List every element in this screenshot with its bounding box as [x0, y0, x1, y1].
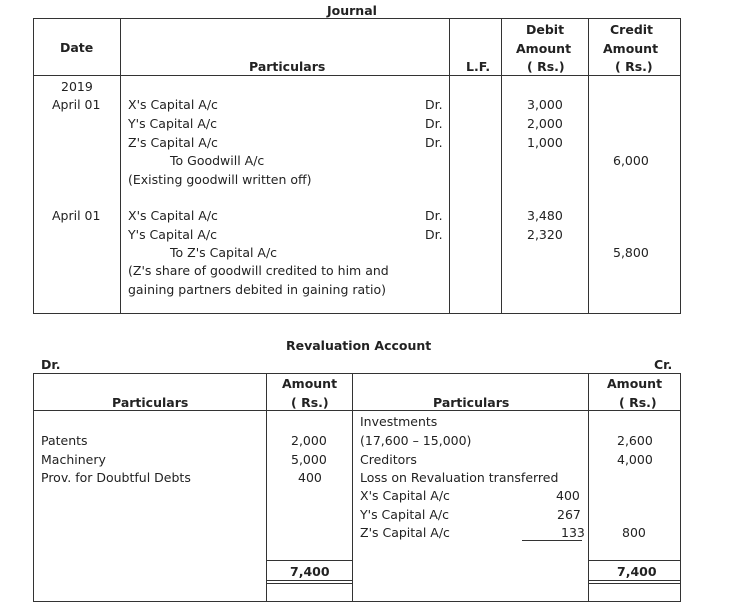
journal-col-debit-divider [588, 18, 589, 314]
journal-entry2-credit: 5,800 [613, 245, 649, 260]
revaluation-right-total-line [588, 583, 681, 584]
revaluation-left-amount-rs: ( Rs.) [291, 395, 329, 410]
revaluation-right-loss-item-amount: 267 [557, 507, 581, 522]
revaluation-left-item-amount: 5,000 [291, 452, 327, 467]
revaluation-left-total-line [266, 583, 353, 584]
journal-entry1-to-line: To Goodwill A/c [170, 153, 265, 168]
revaluation-dr-label: Dr. [41, 357, 61, 372]
journal-entry2-line: Y's Capital A/c [128, 227, 217, 242]
journal-header-date: Date [60, 40, 94, 55]
revaluation-right-border [680, 373, 681, 602]
journal-col-particulars-divider [449, 18, 450, 314]
revaluation-right-amount-rs: ( Rs.) [619, 395, 657, 410]
journal-header-debit-amount: Amount [516, 41, 572, 56]
revaluation-right-loss-item-amount: 133 [561, 525, 585, 540]
revaluation-right-particulars-header: Particulars [433, 395, 510, 410]
revaluation-right-loss-total: 800 [622, 525, 646, 540]
revaluation-right-total-line [588, 580, 681, 581]
revaluation-left-particulars-header: Particulars [112, 395, 189, 410]
revaluation-col-divider [266, 373, 267, 602]
journal-entry1-date: April 01 [52, 97, 101, 112]
revaluation-left-total-line [266, 580, 353, 581]
revaluation-left-amount-header: Amount [282, 376, 338, 391]
revaluation-cr-label: Cr. [654, 357, 673, 372]
journal-top-border [33, 18, 681, 19]
journal-entry1-dr: Dr. [425, 116, 443, 131]
journal-entry2-debit: 3,480 [527, 208, 563, 223]
journal-entry1-line: Z's Capital A/c [128, 135, 218, 150]
journal-bottom-border [33, 313, 681, 314]
journal-right-border [680, 18, 681, 314]
revaluation-left-border [33, 373, 34, 602]
revaluation-right-loss-item-label: Y's Capital A/c [360, 507, 449, 522]
revaluation-col-divider [352, 373, 353, 602]
revaluation-right-total-line [588, 560, 681, 561]
journal-entry1-dr: Dr. [425, 135, 443, 150]
journal-header-debit: Debit [526, 22, 565, 37]
journal-header-debit-rs: ( Rs.) [527, 59, 565, 74]
journal-header-credit-amount: Amount [603, 41, 659, 56]
revaluation-right-creditors: Creditors [360, 452, 417, 467]
journal-entry2-dr: Dr. [425, 227, 443, 242]
journal-entry1-dr: Dr. [425, 97, 443, 112]
revaluation-top-border [33, 373, 681, 374]
journal-header-particulars: Particulars [249, 59, 326, 74]
revaluation-bottom-border [33, 601, 681, 602]
journal-header-credit: Credit [610, 22, 654, 37]
revaluation-left-item-amount: 400 [298, 470, 322, 485]
journal-col-lf-divider [501, 18, 502, 314]
journal-col-date-divider [120, 18, 121, 314]
revaluation-loss-underline [522, 540, 582, 541]
journal-year: 2019 [61, 79, 93, 94]
journal-entry2-debit: 2,320 [527, 227, 563, 242]
revaluation-right-total: 7,400 [617, 564, 657, 579]
journal-left-border [33, 18, 34, 314]
revaluation-right-investments-calc: (17,600 – 15,000) [360, 433, 472, 448]
journal-title: Journal [327, 3, 377, 18]
journal-entry2-narration: gaining partners debited in gaining ratio) [128, 282, 387, 297]
revaluation-col-divider [588, 373, 589, 602]
revaluation-title: Revaluation Account [286, 338, 432, 353]
journal-entry2-dr: Dr. [425, 208, 443, 223]
revaluation-left-item-label: Patents [41, 433, 88, 448]
revaluation-right-loss-item-label: Z's Capital A/c [360, 525, 450, 540]
journal-entry1-line: X's Capital A/c [128, 97, 218, 112]
revaluation-right-investments-amount: 2,600 [617, 433, 653, 448]
revaluation-right-loss-item-amount: 400 [556, 488, 580, 503]
journal-entry1-credit: 6,000 [613, 153, 649, 168]
revaluation-left-item-label: Machinery [41, 452, 106, 467]
journal-entry1-narration: (Existing goodwill written off) [128, 172, 312, 187]
revaluation-right-loss-item-label: X's Capital A/c [360, 488, 450, 503]
journal-header-credit-rs: ( Rs.) [615, 59, 653, 74]
revaluation-left-item-label: Prov. for Doubtful Debts [41, 470, 191, 485]
journal-header-bottom-border [33, 75, 681, 76]
journal-entry2-line: X's Capital A/c [128, 208, 218, 223]
journal-entry2-date: April 01 [52, 208, 101, 223]
journal-entry2-to-line: To Z's Capital A/c [170, 245, 278, 260]
revaluation-right-loss-label: Loss on Revaluation transferred [360, 470, 559, 485]
revaluation-right-creditors-amount: 4,000 [617, 452, 653, 467]
journal-entry1-debit: 1,000 [527, 135, 563, 150]
revaluation-right-amount-header: Amount [607, 376, 663, 391]
journal-entry2-narration: (Z's share of goodwill credited to him and [128, 263, 389, 278]
revaluation-left-total: 7,400 [290, 564, 330, 579]
journal-entry1-debit: 2,000 [527, 116, 563, 131]
revaluation-header-bottom-border [33, 410, 681, 411]
revaluation-left-total-line [266, 560, 353, 561]
journal-header-lf: L.F. [466, 59, 491, 74]
journal-entry1-line: Y's Capital A/c [128, 116, 217, 131]
revaluation-left-item-amount: 2,000 [291, 433, 327, 448]
revaluation-right-investments: Investments [360, 414, 438, 429]
journal-entry1-debit: 3,000 [527, 97, 563, 112]
